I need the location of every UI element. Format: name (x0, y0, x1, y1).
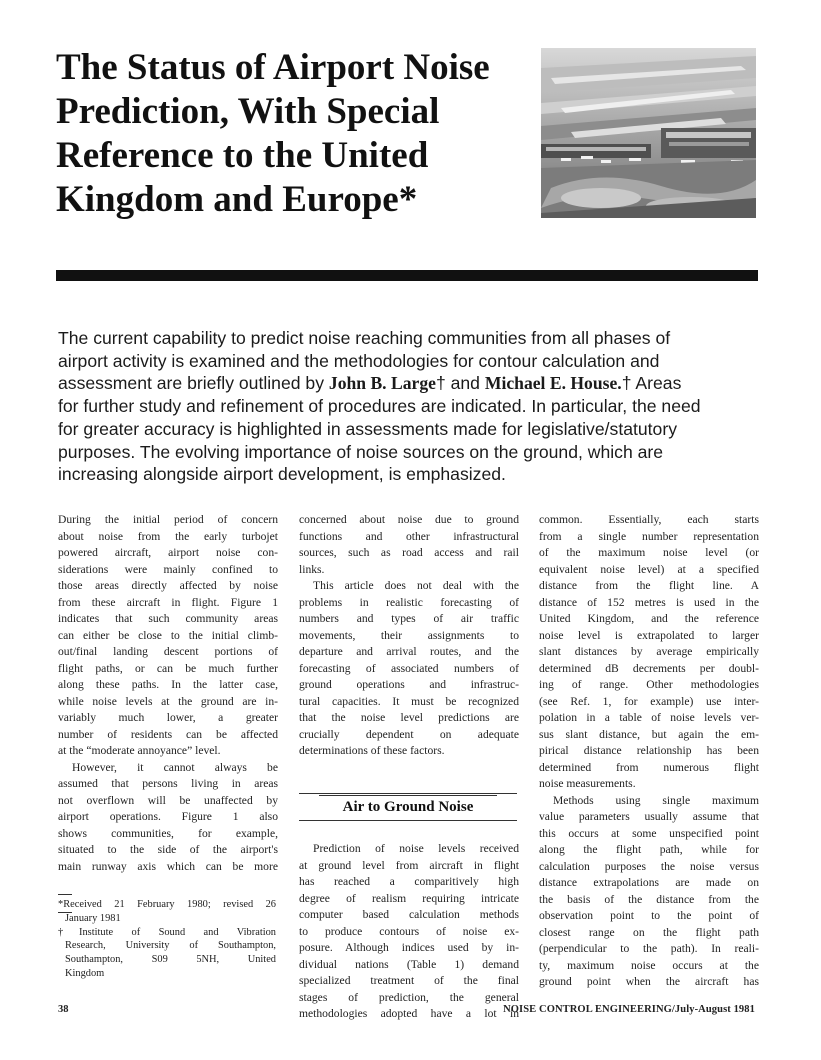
body-line: to produce contours of noise ex- (299, 924, 519, 938)
body-line: from a single number representation (539, 529, 759, 543)
page-number: 38 (58, 1004, 69, 1015)
body-line: common. Essentially, each starts (539, 513, 759, 526)
footnote-line: Research, University of Southampton, (65, 940, 276, 952)
body-line: situated to the side of the airport's (58, 843, 278, 856)
abstract-line: for further study and refinement of procedures are indicated. In particular, the need (58, 396, 701, 417)
body-column-2-continued (299, 841, 519, 1023)
body-line: concerned about noise due to ground (299, 513, 519, 526)
body-line: number of residents can be affected (58, 727, 278, 741)
body-line: indicates that such community areas (58, 612, 278, 625)
body-line: noise measurements. (539, 777, 636, 790)
title-line: Kingdom and Europe* (56, 179, 418, 220)
body-line: functions and other infrastructural (299, 529, 519, 543)
body-line: ty, maximum noise occurs at the (539, 958, 759, 972)
body-line: determined dB decrements per doubl- (539, 661, 759, 675)
heading-rule (299, 793, 517, 794)
body-line: can either be close to the initial climb- (58, 628, 278, 642)
abstract-text: † and (435, 373, 485, 394)
heading-rule (319, 795, 497, 796)
body-line: forecasting of associated numbers of (299, 661, 519, 675)
body-line: During the initial period of concern (58, 513, 278, 526)
body-line: ground point when the aircraft has (539, 975, 759, 988)
body-line: movements, their assignments to (299, 628, 519, 642)
body-line: sus slant distance, but again the em- (539, 727, 759, 741)
body-line: posure. Although indices used by in- (299, 941, 519, 954)
body-line: this occurs at some unspecified point (539, 826, 759, 840)
body-line: shows communities, for example, (58, 826, 278, 840)
body-line: main runway axis which can be more (58, 859, 278, 873)
body-line: Prediction of noise levels received (313, 842, 519, 855)
article-title (56, 46, 546, 222)
abstract-line: for greater accuracy is highlighted in assessments made for legislative/statutory (58, 418, 678, 439)
body-line: distance extrapolations are made on (539, 876, 759, 889)
footnotes (58, 898, 276, 981)
body-line: distance of 152 metres is used in the (539, 595, 759, 609)
body-line: crucially dependent on adequate (299, 727, 519, 741)
abstract-text: † Areas (621, 373, 682, 394)
body-line: powered aircraft, airport noise con- (58, 546, 278, 559)
body-line: that the noise level predictions are (299, 711, 519, 724)
body-line: while noise levels at the ground are in- (58, 694, 278, 708)
body-column-2 (299, 512, 519, 760)
body-line: methodologies adopted have a lot in (299, 1007, 519, 1020)
title-line: The Status of Airport Noise (56, 47, 490, 88)
body-line: flight paths, or can be much further (58, 661, 278, 675)
body-line: not overflown will be unaffected by (58, 793, 278, 807)
abstract-line: increasing alongside airport development, is emphasized. (58, 464, 506, 485)
body-line: polation in a table of noise levels ver- (539, 711, 759, 724)
footnote-line: Kingdom (65, 967, 105, 979)
body-line: calculation purposes the noise versus (539, 859, 759, 873)
body-line: airport operations. Figure 1 also (58, 810, 278, 823)
body-line: at the “moderate annoyance” level. (58, 744, 221, 757)
body-line: slant distances by average empirically (539, 645, 759, 658)
body-line: departure and arrival routes, and the (299, 645, 519, 658)
abstract-line: The current capability to predict noise reaching communities from all phases of (58, 328, 671, 348)
body-column-1 (58, 512, 278, 875)
body-line: assumed that persons living in areas (58, 777, 278, 790)
body-line: determinations of these factors. (299, 744, 445, 757)
abstract-line (58, 372, 758, 395)
body-line: has reached a comparitively high (299, 875, 519, 888)
body-line: sources, such as road access and rail (299, 546, 519, 559)
title-line: Reference to the United (56, 135, 429, 176)
body-line: closest range on the flight path (539, 925, 759, 939)
body-line: tural capacities. It must be recognized (299, 694, 519, 708)
body-line: noise level is extrapolated to larger (539, 628, 759, 642)
author-name: John B. Large (328, 373, 436, 394)
body-line: along the flight path, while for (539, 843, 759, 856)
body-line: This article does not deal with the (313, 579, 519, 592)
body-line: However, it cannot always be (72, 760, 278, 774)
body-line: Methods using single maximum (553, 793, 759, 807)
aerial-airport-photo (541, 48, 756, 218)
heading-rule (299, 820, 517, 821)
body-line: specialized treatment of the final (299, 974, 519, 987)
title-rule (56, 270, 758, 281)
abstract-line: airport activity is examined and the methodologies for contour calculation and (58, 350, 660, 371)
body-line: distance from the flight line. A (539, 579, 759, 592)
abstract-line: purposes. The evolving importance of noise sources on the ground, which are (58, 441, 664, 462)
body-line: about noise from the early turbojet (58, 529, 278, 543)
journal-running-footer: NOISE CONTROL ENGINEERING/July-August 1981 (503, 1004, 755, 1015)
body-line: stages of prediction, the general (299, 990, 519, 1004)
footnote-rule (58, 882, 104, 883)
body-line: (see Ref. 1, for example) use inter- (539, 694, 759, 708)
body-line: at ground level from aircraft in flight (299, 858, 519, 872)
body-line: equivalent noise level) at a specified (539, 562, 759, 576)
body-line: from these aircraft in flight. Figure 1 (58, 595, 278, 609)
body-line: ground operations and infrastruc- (299, 678, 519, 691)
body-line: value parameters usually assume that (539, 810, 759, 823)
body-line: variably much lower, a greater (58, 711, 278, 724)
body-line: pirical distance relationship has been (539, 744, 759, 757)
body-line: degree of realism requiring intricate (299, 891, 519, 905)
body-line: out/final landing descent portions of (58, 645, 278, 658)
footnote-line: †Institute of Sound and Vibration (58, 926, 276, 938)
title-line: Prediction, With Special (56, 91, 440, 132)
section-heading-text: Air to Ground Noise (342, 799, 474, 815)
body-line: those areas directly affected by noise (58, 579, 278, 592)
footnote-line: Southampton, S09 5NH, United (65, 954, 276, 966)
body-line: computer based calculation methods (299, 908, 519, 921)
body-column-3 (539, 512, 759, 991)
body-line: observation point to the point of (539, 909, 759, 922)
body-line: dividual nations (Table 1) demand (299, 957, 519, 971)
body-line: of the maximum noise level (or (539, 546, 759, 559)
body-line: links. (299, 562, 325, 576)
footnote-line: *Received 21 February 1980; revised 26 (58, 899, 276, 910)
body-line: ing of range. Other methodologies (539, 678, 759, 691)
abstract-text: assessment are briefly outlined by (58, 373, 329, 394)
body-line: the basis of the distance from the (539, 892, 759, 906)
section-heading (299, 789, 517, 831)
body-line: siderations were mainly confined to (58, 562, 278, 576)
abstract (58, 327, 758, 486)
body-line: United Kingdom, and the reference (539, 612, 759, 625)
body-line: numbers and types of air traffic (299, 612, 519, 625)
body-line: determined from numerous flight (539, 760, 759, 774)
footnote-line: January 1981 (65, 912, 121, 924)
body-line: (perpendicular to the path). In reali- (539, 942, 759, 955)
author-name: Michael E. House. (484, 373, 622, 394)
body-line: along these paths. In the latter case, (58, 678, 278, 691)
body-line: problems in realistic forecasting of (299, 595, 519, 609)
